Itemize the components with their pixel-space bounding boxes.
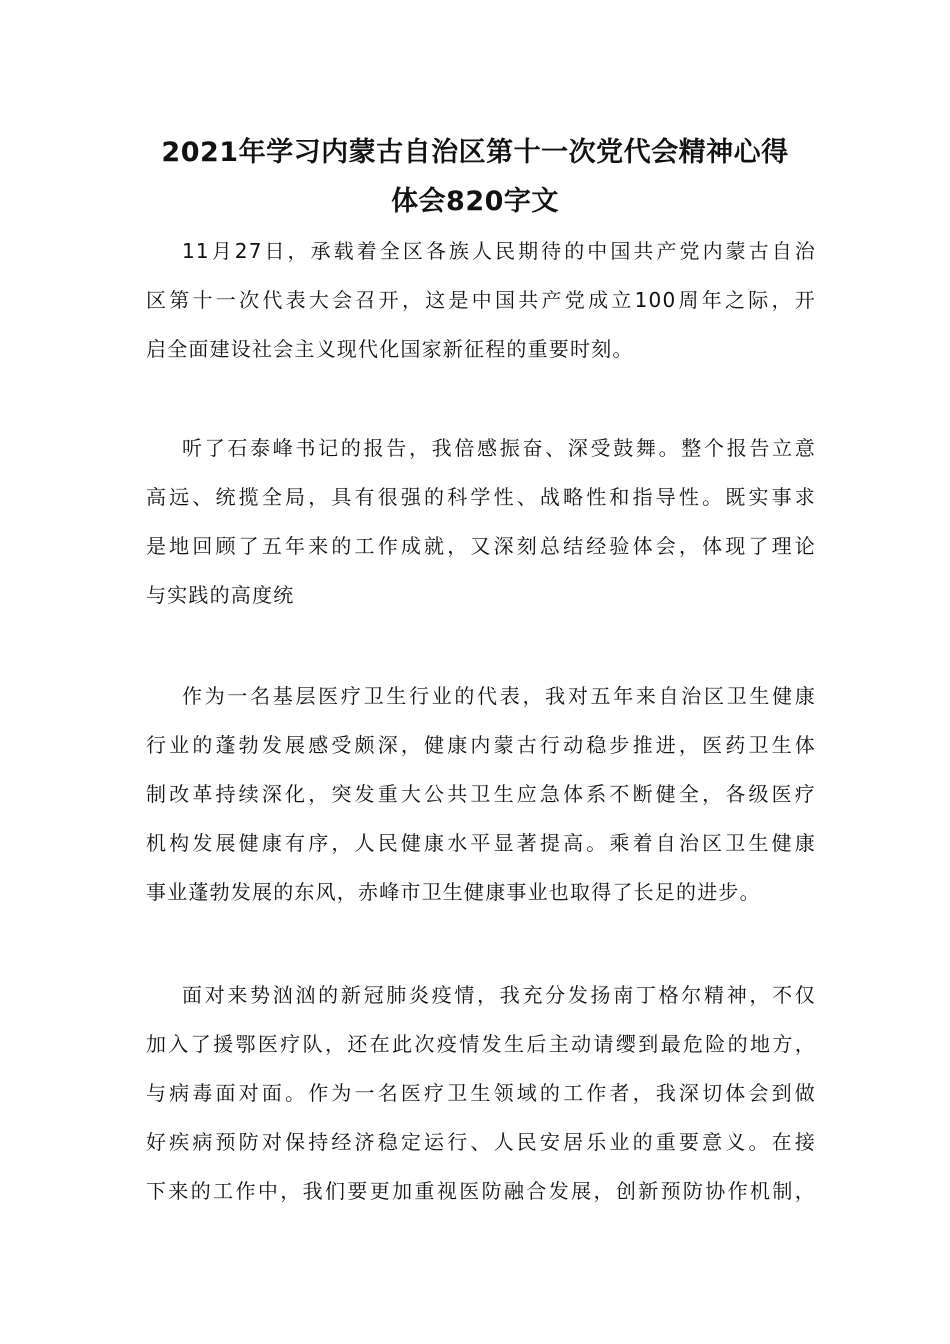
paragraph-line: 与病毒面对面。作为一名医疗卫生领域的工作者，我深切体会到做 <box>146 1081 816 1105</box>
paragraph-line: 加入了援鄂医疗队，还在此次疫情发生后主动请缨到最危险的地方， <box>146 1032 816 1056</box>
paragraph-line: 下来的工作中，我们要更加重视医防融合发展，创新预防协作机制， <box>146 1179 816 1203</box>
paragraph-line: 好疾病预防对保持经济稳定运行、人民安居乐业的重要意义。在接 <box>146 1130 816 1154</box>
paragraph-line: 作为一名基层医疗卫生行业的代表，我对五年来自治区卫生健康 <box>182 684 816 708</box>
paragraph-line: 事业蓬勃发展的东风，赤峰市卫生健康事业也取得了长足的进步。 <box>146 880 761 904</box>
paragraph-2 <box>146 424 816 620</box>
document-title-line-2: 体会820字文 <box>391 186 559 217</box>
paragraph-line: 行业的蓬勃发展感受颇深，健康内蒙古行动稳步推进，医药卫生体 <box>146 733 816 757</box>
paragraph-line: 与实践的高度统 <box>146 583 295 607</box>
paragraph-line: 启全面建设社会主义现代化国家新征程的重要时刻。 <box>146 337 634 361</box>
paragraph-line: 区第十一次代表大会召开，这是中国共产党成立100周年之际，开 <box>146 288 816 312</box>
paragraph-line: 机构发展健康有序，人民健康水平显著提高。乘着自治区卫生健康 <box>146 831 816 855</box>
paragraph-line: 听了石泰峰书记的报告，我倍感振奋、深受鼓舞。整个报告立意 <box>182 436 816 460</box>
paragraph-line: 制改革持续深化，突发重大公共卫生应急体系不断健全，各级医疗 <box>146 782 816 806</box>
paragraph-line: 是地回顾了五年来的工作成就，又深刻总结经验体会，体现了理论 <box>146 534 816 558</box>
document-title-line-1: 2021年学习内蒙古自治区第十一次党代会精神心得 <box>161 137 789 168</box>
paragraph-line: 11月27日，承载着全区各族人民期待的中国共产党内蒙古自治 <box>182 239 816 263</box>
paragraph-4 <box>146 971 816 1216</box>
paragraph-line: 面对来势汹汹的新冠肺炎疫情，我充分发扬南丁格尔精神，不仅 <box>182 983 816 1007</box>
paragraph-3 <box>146 672 816 917</box>
paragraph-line: 高远、统揽全局，具有很强的科学性、战略性和指导性。既实事求 <box>146 485 816 509</box>
paragraph-1 <box>146 227 816 374</box>
